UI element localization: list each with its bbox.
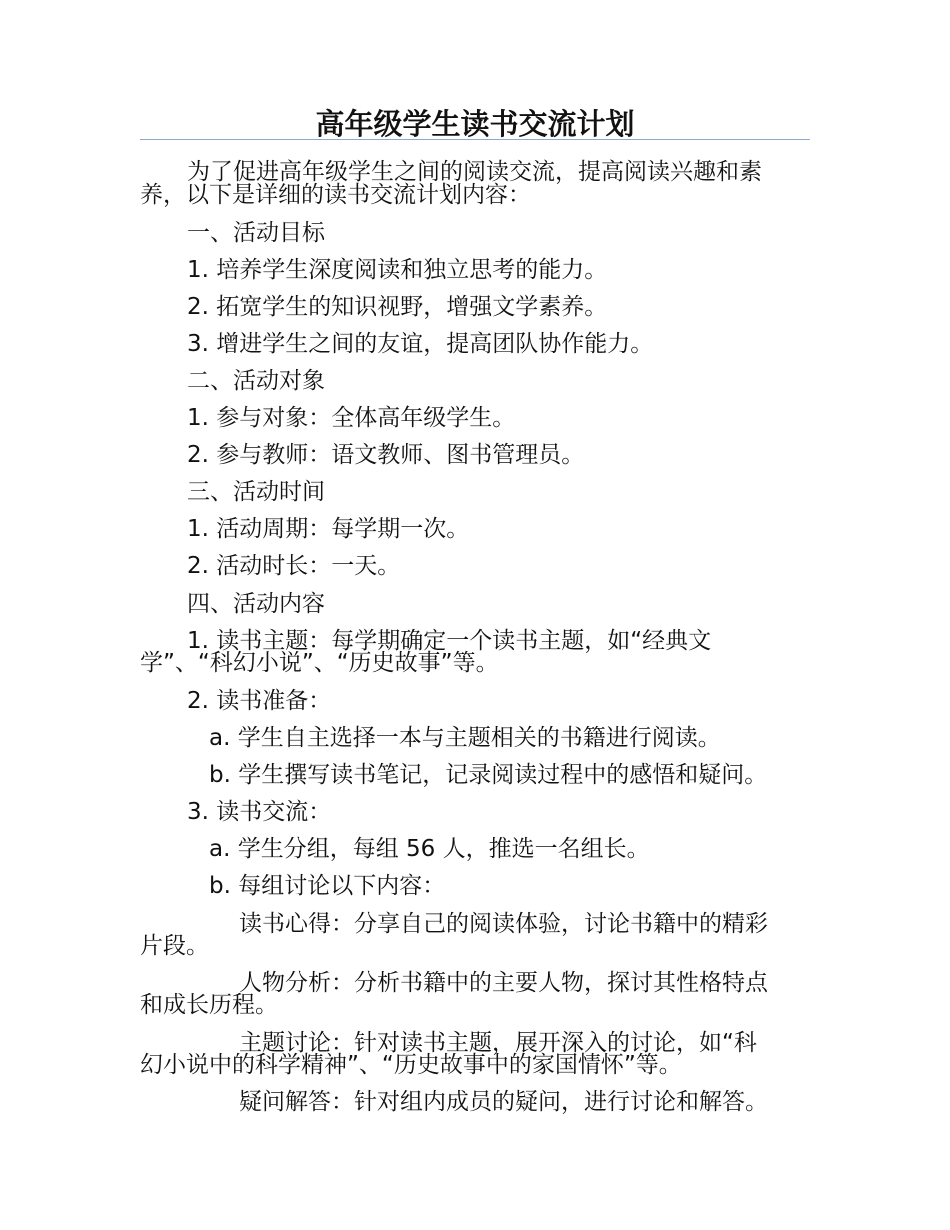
discussion-1-line-2: 片段。 — [140, 933, 209, 959]
intro-line-2: 养，以下是详细的读书交流计划内容： — [140, 182, 531, 208]
discussion-3-line-2: 幻小说中的科学精神”、“历史故事中的家国情怀”等。 — [140, 1052, 682, 1078]
participant-item-1: 1. 参与对象：全体高年级学生。 — [187, 405, 516, 431]
section-heading-participants: 二、活动对象 — [187, 368, 325, 394]
discussion-1-line-1: 读书心得：分享自己的阅读体验，讨论书籍中的精彩 — [239, 911, 768, 937]
exchange-item-a: a. 学生分组，每组 56 人，推选一名组长。 — [209, 836, 650, 862]
schedule-item-1: 1. 活动周期：每学期一次。 — [187, 516, 470, 542]
discussion-4: 疑问解答：针对组内成员的疑问，进行讨论和解答。 — [239, 1089, 768, 1115]
goal-item-2: 2. 拓宽学生的知识视野，增强文学素养。 — [187, 294, 608, 320]
document-title: 高年级学生读书交流计划 — [315, 107, 635, 141]
schedule-item-2: 2. 活动时长：一天。 — [187, 553, 401, 579]
goal-item-3: 3. 增进学生之间的友谊，提高团队协作能力。 — [187, 331, 654, 357]
prep-heading: 2. 读书准备： — [187, 688, 332, 714]
theme-line-2: 学”、“科幻小说”、“历史故事”等。 — [140, 650, 499, 676]
goal-item-1: 1. 培养学生深度阅读和独立思考的能力。 — [187, 257, 608, 283]
prep-item-a: a. 学生自主选择一本与主题相关的书籍进行阅读。 — [209, 725, 721, 751]
theme-line-1: 1. 读书主题：每学期确定一个读书主题，如“经典文 — [187, 628, 712, 654]
participant-item-2: 2. 参与教师：语文教师、图书管理员。 — [187, 442, 585, 468]
discussion-3-line-1: 主题讨论：针对读书主题，展开深入的讨论，如“科 — [239, 1030, 757, 1056]
title-underline — [140, 139, 810, 140]
discussion-2-line-1: 人物分析：分析书籍中的主要人物，探讨其性格特点 — [239, 970, 768, 996]
section-heading-content: 四、活动内容 — [187, 591, 325, 617]
exchange-item-b: b. 每组讨论以下内容： — [209, 873, 446, 899]
prep-item-b: b. 学生撰写读书笔记，记录阅读过程中的感悟和疑问。 — [209, 762, 768, 788]
intro-line-1: 为了促进高年级学生之间的阅读交流，提高阅读兴趣和素 — [187, 159, 762, 185]
exchange-heading: 3. 读书交流： — [187, 799, 332, 825]
section-heading-goals: 一、活动目标 — [187, 220, 325, 246]
discussion-2-line-2: 和成长历程。 — [140, 992, 278, 1018]
section-heading-schedule: 三、活动时间 — [187, 479, 325, 505]
